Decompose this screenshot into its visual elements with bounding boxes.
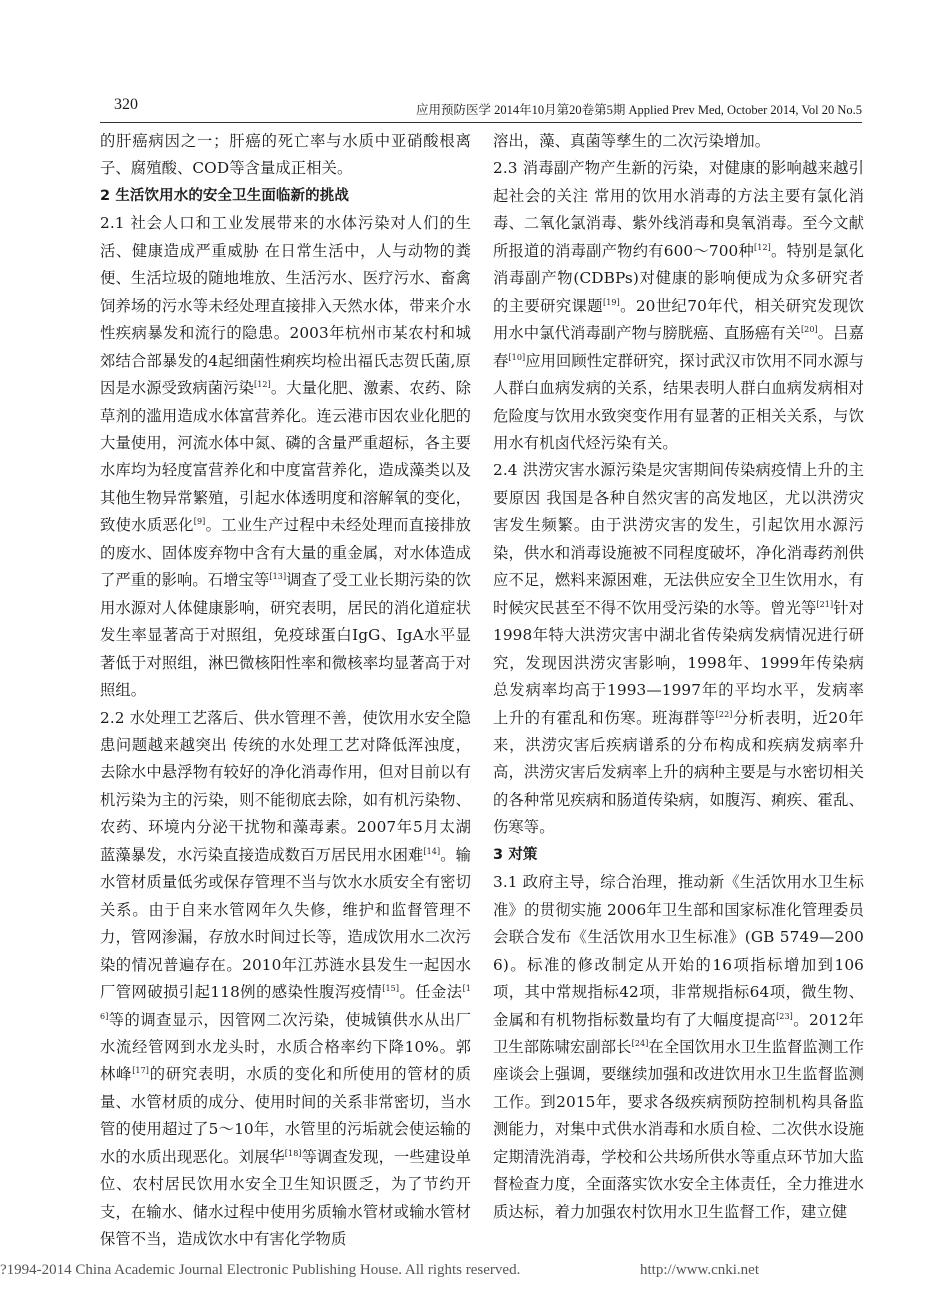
paragraph-2-3: 2.3 消毒副产物产生新的污染，对健康的影响越来越引起社会的关注 常用的饮用水消毒的方法主要有氯化消毒、二氧化氯消毒、紫外线消毒和臭氧消毒。至今文献所报道的消毒副产物约有600～700种[12]。特别是氯化消毒副产物(CDBPs)对健康的影响便成为众多研究者的主要研究课题[19]。20世纪70年代，相关研究发现饮用水中氯代消毒副产物与膀胱癌、直肠癌有关[20]。吕嘉春[10]应用回顾性定群研究，探讨武汉市饮用不同水源与人群白血病发病的关系，结果表明人群白血病发病相对危险度与饮用水致突变作用有显著的正相关关系，与饮用水有机卤代烃污染有关。 [493,159,865,452]
citation-18: [18] [284,1148,302,1158]
citation-13: [13] [269,572,287,582]
right-column [493,128,864,1226]
citation-15: [15] [382,984,400,994]
paragraph-2-2: 2.2 水处理工艺落后、供水管理不善，使饮用水安全隐患问题越来越突出 传统的水处理工艺对降低浑浊度，去除水中悬浮物有较好的净化消毒作用，但对目前以有机污染为主的污染，则不能彻底去除，如有机污染物、农药、环境内分泌干扰物和藻毒素。2007年5月太湖蓝藻暴发，水污染直接造成数百万居民用水困难[14]。输水管材质量低劣或保存管理不当与饮水水质安全有密切关系。由于自来水管网年久失修，维护和监督管理不力，管网渗漏，存放水时间过长等，造成饮用水二次污染的情况普遍存在。2010年江苏涟水县发生一起因水厂管网破损引起118例的感染性腹泻疫情[15]。任金法[16]等的调查显示，因管网二次污染，使城镇供水从出厂水流经管网到水龙头时，水质合格率约下降10%。郭林峰[17]的研究表明，水质的变化和所使用的管材的质量、水管材质的成分、使用时间的关系非常密切，当水管的使用超过了5～10年，水管里的污垢就会使运输的水的水质出现恶化。刘展华[18]等调查发现，一些建设单位、农村居民饮用水安全卫生知识匮乏，为了节约开支，在输水、储水过程中使用劣质输水管材或输水管材保管不当，造成饮水中有害化学物质 [100,708,471,1249]
citation-23: [23] [776,1011,793,1021]
citation-14: [14] [423,846,441,856]
paragraph-2-1: 2.1 社会人口和工业发展带来的水体污染对人们的生活、健康造成严重威胁 在日常生活中，人与动物的粪便、生活垃圾的随地堆放、生活污水、医疗污水、畜禽饲养场的污水等未经处理直接排入天然水体，带来介水性疾病暴发和流行的隐患。2003年杭州市某农村和城郊结合部暴发的4起细菌性痢疾均检出福氏志贺氏菌,原因是水源受致病菌污染[12]。大量化肥、激素、农药、除草剂的滥用造成水体富营养化。连云港市因农业化肥的大量使用，河流水体中氮、磷的含量严重超标，各主要水库均为轻度富营养化和中度富营养化，造成藻类以及其他生物异常繁殖，引起水体透明度和溶解氧的变化，致使水质恶化[9]。工业生产过程中未经处理而直接排放的废水、固体废弃物中含有大量的重金属，对水体造成了严重的影响。石增宝等[13]调查了受工业长期污染的饮用水源对人体健康影响，研究表明，居民的消化道症状发生率显著高于对照组，免疫球蛋白IgG、IgA水平显著低于对照组，淋巴微核阳性率和微核率均显著高于对照组。 [100,214,471,700]
citation-16: [16] [100,984,471,1021]
citation-17: [17] [132,1066,150,1076]
paragraph-continued: 溶出，藻、真菌等孳生的二次污染增加。 [493,132,771,150]
copyright-notice: ?1994-2014 China Academic Journal Electronic Publishing House. All rights reserved. [0,1262,521,1278]
journal-citation: 应用预防医学 2014年10月第20卷第5期 Applied Prev Med, October 2014, Vol 20 No.5 [415,103,862,117]
citation-22: [22] [715,709,733,719]
footer-url[interactable]: http://www.cnki.net [640,1262,760,1278]
paragraph-2-4: 2.4 洪涝灾害水源污染是灾害期间传染病疫情上升的主要原因 我国是各种自然灾害的高发地区，尤以洪涝灾害发生频繁。由于洪涝灾害的发生，引起饮用水源污染，供水和消毒设施被不同程度破坏，净化消毒药剂供应不足，燃料来源困难，无法供应安全卫生饮用水，有时候灾民甚至不得不饮用受污染的水等。曾光等[21]针对1998年特大洪涝灾害中湖北省传染病发病情况进行研究，发现因洪涝灾害影响，1998年、1999年传染病总发病率均高于1993—1997年的平均水平，发病率上升的有霍乱和伤寒。班海群等[22]分析表明，近20年来，洪涝灾害后疾病谱系的分布构成和疾病发病率升高，洪涝灾害后发病率上升的病种主要是与水密切相关的各种常见疾病和肠道传染病，如腹泻、痢疾、霍乱、伤寒等。 [493,461,865,837]
citation-21: [21] [816,599,834,609]
citation-12: [12] [754,242,771,252]
citation-19: [19] [602,297,620,307]
running-header [100,96,862,123]
citation-20: [20] [800,325,818,335]
paragraph-continued: 的肝癌病因之一；肝癌的死亡率与水质中亚硝酸根离子、腐殖酸、COD等含量成正相关。 [100,132,471,178]
page-number: 320 [114,96,138,113]
citation-10: [10] [508,352,526,362]
citation-12: [12] [253,380,271,390]
section-heading-3: 3 对策 [493,846,538,863]
citation-24: [24] [631,1038,649,1048]
left-column [100,128,471,1254]
section-heading-2: 2 生活饮用水的安全卫生面临新的挑战 [100,187,349,204]
citation-9: [9] [193,517,206,527]
paragraph-3-1: 3.1 政府主导，综合治理，推动新《生活饮用水卫生标准》的贯彻实施 2006年卫生部和国家标准化管理委员会联合发布《生活饮用水卫生标准》(GB 5749—2006)。标准的修改制定从开始的16项指标增加到106项，其中常规指标42项，非常规指标64项，微生物、金属和有机物指标数量均有了大幅度提高[23]。2012年卫生部陈啸宏副部长[24]在全国饮用水卫生监督监测工作座谈会上强调，要继续加强和改进饮用水卫生监督监测工作。到2015年，要求各级疾病预防控制机构具备监测能力，对集中式供水消毒和水质自检、二次供水设施定期清洗消毒，学校和公共场所供水等重点环节加大监督检查力度，全面落实饮水安全主体责任，全力推进水质达标，着力加强农村饮用水卫生监督工作，建立健 [493,873,864,1221]
